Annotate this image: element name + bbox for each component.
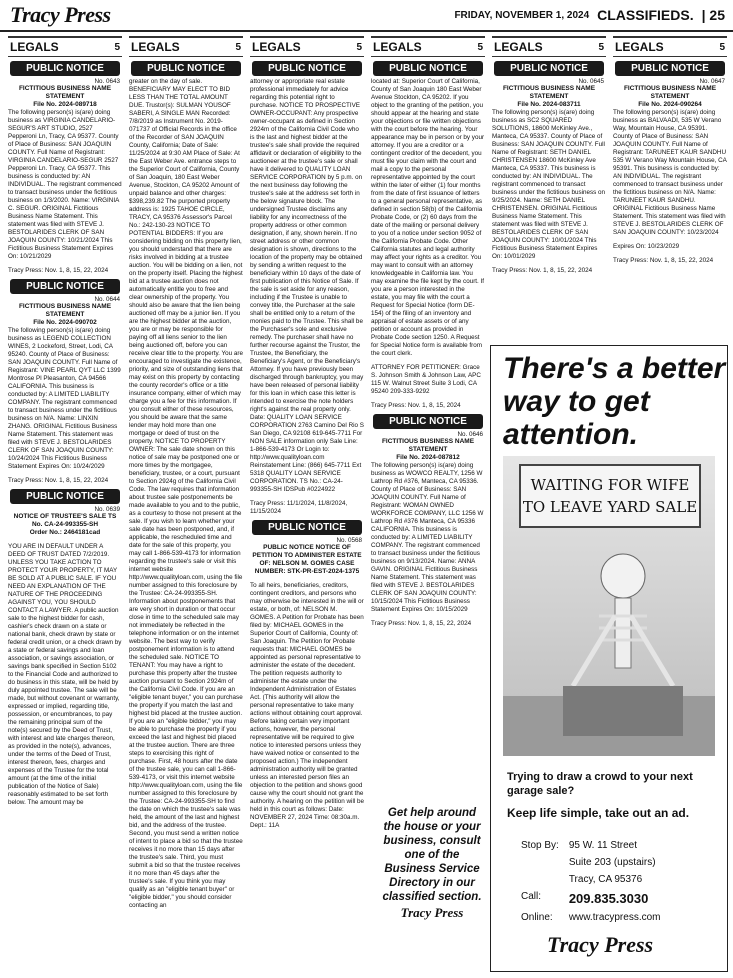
callout-text: Get help around the house or your business, consult one of the Business Service Directory in our classified section. bbox=[382, 807, 482, 903]
legals-page: 5 bbox=[356, 41, 362, 53]
notice-run-dates: Tracy Press: Nov. 1, 8, 15, 22, 2024 bbox=[8, 477, 109, 484]
legals-label: LEGALS bbox=[131, 40, 180, 54]
callout-logo: Tracy Press bbox=[400, 905, 464, 920]
public-notice-banner: PUBLIC NOTICE bbox=[131, 61, 241, 76]
garage-sale-advertisement bbox=[490, 345, 728, 972]
page-header bbox=[0, 0, 733, 32]
column-6 bbox=[613, 36, 727, 336]
public-notice-banner: PUBLIC NOTICE bbox=[373, 414, 483, 429]
notice-body: YOU ARE IN DEFAULT UNDER A DEED OF TRUST DATED 7/2/2019. UNLESS YOU TAKE ACTION TO PROTECT YOUR PROPERTY, IT MAY BE SOLD AT A PUBLIC SALE. IF YOU NEED AN EXPLANATION OF THE NATURE OF THE PROCEEDING AGAINST YOU, YOU SHOULD CONTACT A LAWYER. A public auction sale to the highest bidder for cash, cashier's check drawn on a state or national bank, check drawn by state or federal credit union, or a check drawn by a state or federal savings and loan association, or savings association, or savings bank specified in Section 5102 to the Financial Code and authorized to do business in this state, will be held by duly appointed trustee. The sale will be made, but without covenant or warranty, expressed or implied, regarding title, possession, or encumbrances, to pay the remaining principal sum of the note(s) secured by the Deed of Trust, with interest and late charges thereon, as provided in the note(s), advances, under the terms of the Deed of Trust, interest thereon, fees, charges and expenses of the Trustee for the total amount (at the time of the initial publication of the Notice of Sale) reasonably estimated to be set forth below. The amount may be bbox=[8, 543, 122, 806]
notice-run-dates: Tracy Press: 11/1/2024, 11/8/2024, 11/15/2024 bbox=[250, 500, 348, 515]
notice-number: No. 0568 bbox=[336, 537, 362, 544]
section-title: CLASSIFIEDS. bbox=[597, 7, 694, 23]
notice-title: NOTICE OF TRUSTEE'S SALE TS No. CA-24-993355-SH bbox=[13, 513, 117, 528]
legals-label: LEGALS bbox=[615, 40, 664, 54]
legals-label: LEGALS bbox=[494, 40, 543, 54]
notice-file: File No. 2024-090264 bbox=[638, 101, 702, 108]
legals-header bbox=[371, 36, 485, 57]
notice-body: The following person(s) is(are) doing business as WOWCO REALTY, 1256 W Lathrop Rd #376, Manteca, CA 95336. County of Place of Business: SAN JOAQUIN COUNTY. Full Name of Registrant: WOMAN OWNED WORKFORCE COMPANY, LLC 1256 W Lathrop Rd #376 Manteca, CA 95336 CALIFORNIA. This business is conducted by: A LIMITED LIABILITY COMPANY. The registrant commenced to transact business under the fictitious business on 9/13/2024. Name: ANNA GAVIN. ORIGINAL Fictitious Business Name Statement. This statement was filed with STEVE J. BESTOLARIDES CLERK OF SAN JOAQUIN COUNTY: 10/15/2024 This Fictitious Business Statement Expires On: 10/15/2029 bbox=[371, 462, 484, 613]
legals-page: 5 bbox=[719, 41, 725, 53]
notice-body: The following person(s) is(are) doing business as LEGEND COLLECTION WINES, 2 Lockeford, Street, Lodi, CA 95240. County of Place of Business: SAN JOAQUIN COUNTY. Full Name of Registrant: VINE PEARL QYT LLC 1399 Montrose Pl Pleasanton, CA 94566 CALIFORNIA. This business is conducted by: A LIMITED LIABILITY COMPANY. The registrant commenced to transact business under the fictitious business on N/A. Name: LINXIN ZHANG. ORIGINAL Fictitious Business Name Statement. This statement was filed with STEVE J. BESTOLARIDES CLERK OF SAN JOAQUIN COUNTY: 10/24/2024 This Fictitious Business Statement Expires On: 10/24/2029 bbox=[8, 327, 121, 470]
legals-label: LEGALS bbox=[252, 40, 301, 54]
notice-title: FICTITIOUS BUSINESS NAME STATEMENT bbox=[381, 438, 475, 453]
notice-body: To all heirs, beneficiaries, creditors, contingent creditors, and persons who may otherwise be interested in the will or estate, or both, of: NELSON M. GOMES. A Petition for Probate has been filed by: MICHAEL GOMES in the Superior Court of California, County of: San Joaquin. The Petition for Probate requests that: MICHAEL GOMES be appointed as personal representative to administer the estate of the decedent. The petition requests authority to administer the estate under the Independent Administration of Estates Act. (This authority will allow the personal representative to take many actions without obtaining court approval. Before taking certain very important actions, however, the personal representative will be required to give notice to interested persons unless they have waived notice or consented to the proposed action.) The independent administration authority will be granted unless an interested person files an objection to the petition and shows good cause why the court should not grant the authority. A hearing on the petition will be held in this court as follows: Date: NOVEMBER 27, 2024 Time: 08:30a.m. Dept.: 11A bbox=[250, 582, 364, 829]
contact-table bbox=[515, 836, 667, 927]
attorney-info: ATTORNEY FOR PETITIONER: Grace S. Johnson Smith & Johnson Law, APC 115 W. Walnut Street Suite 3 Lodi, CA 95240 209-333-9292 bbox=[371, 364, 481, 395]
ad-line-2: Keep life simple, take out an ad. bbox=[507, 806, 690, 820]
legals-label: LEGALS bbox=[373, 40, 422, 54]
notice-file: File No. 2024-089718 bbox=[33, 101, 97, 108]
notice-number: No. 0646 bbox=[457, 431, 483, 438]
legals-page: 5 bbox=[477, 41, 483, 53]
legals-page: 5 bbox=[598, 41, 604, 53]
notice-file: File No. 2024-083711 bbox=[517, 101, 581, 108]
issue-date: FRIDAY, NOVEMBER 1, 2024 bbox=[454, 9, 590, 21]
legals-header bbox=[129, 36, 243, 57]
column-1 bbox=[8, 36, 122, 974]
notice-expiry: Expires On: 10/23/2029 bbox=[613, 243, 680, 250]
address-line-1: 95 W. 11 Street bbox=[568, 840, 637, 851]
notice-number: No. 0643 bbox=[94, 78, 120, 85]
public-notice-banner: PUBLIC NOTICE bbox=[10, 489, 120, 504]
yard-sale-sign: WAITING FOR WIFE TO LEAVE YARD SALE bbox=[519, 464, 701, 528]
public-notice-banner: PUBLIC NOTICE bbox=[10, 279, 120, 294]
notice-file: File No. 2024-087812 bbox=[396, 454, 460, 461]
notice-run-dates: Tracy Press: Nov. 1, 8, 15, 22, 2024 bbox=[371, 620, 472, 627]
website-url: www.tracypress.com bbox=[568, 912, 661, 923]
public-notice-banner: PUBLIC NOTICE bbox=[615, 61, 725, 76]
call-label: Call: bbox=[521, 891, 542, 902]
column-2 bbox=[129, 36, 243, 974]
public-notice-banner: PUBLIC NOTICE bbox=[373, 61, 483, 76]
legals-header bbox=[250, 36, 364, 57]
ad-logo: Tracy Press bbox=[547, 932, 654, 957]
notice-title: PUBLIC NOTICE NOTICE OF PETITION TO ADMINISTER ESTATE OF: NELSON M. GOMES CASE NUMBER: STK-PR-EST-2024-1375 bbox=[252, 544, 362, 575]
public-notice-banner: PUBLIC NOTICE bbox=[252, 520, 362, 535]
notice-body: located at: Superior Court of California, County of San Joaquin 180 East Weber Avenue Stockton, CA 95202. If you object to the granting of the petition, you should appear at the hearing and state your objections or file written objections with the court before the hearing. Your appearance may be in person or by your attorney. If you are a creditor or a contingent creditor of the decedent, you must file your claim with the court and mail a copy to the personal representative appointed by the court within the later of either (1) four months from the date of first issuance of letters to a general personal representative, as defined in section 58(b) of the California Probate Code, or (2) 60 days from the date of the mailing or personal delivery to you of a notice under section 9052 of the California Probate Code. Other California statutes and legal authority may affect your rights as a creditor. You may want to consult with an attorney knowledgeable in California law. You may examine the file kept by the court. If you are a person interested in the estate, you may file with the court a Request for Special Notice (form DE-154) of the filing of an inventory and appraisal of estate assets or of any petition or account as provided in Probate Code section 1250. A Request for Special Notice form is available from the court clerk. bbox=[371, 78, 485, 357]
address-line-2: Suite 203 (upstairs) bbox=[568, 857, 656, 868]
public-notice-banner: PUBLIC NOTICE bbox=[10, 61, 120, 76]
legals-page: 5 bbox=[235, 41, 241, 53]
notice-title: FICTITIOUS BUSINESS NAME STATEMENT bbox=[623, 85, 717, 100]
notice-run-dates: Tracy Press: Nov. 1, 8, 15, 22, 2024 bbox=[492, 267, 593, 274]
notice-title: FICTITIOUS BUSINESS NAME STATEMENT bbox=[502, 85, 596, 100]
notice-body: greater on the day of sale. BENEFICIARY MAY ELECT TO BID LESS THAN THE TOTAL AMOUNT DUE. Trustor(s): SULMAN YOUSOF SABERI, A SINGLE MAN Recorded: 7/8/2019 as Instrument No. 2019-071737 of Official Records in the office of the Recorder of SAN JOAQUIN County, California; Date of Sale: 11/25/2024 at 9:30 AM Place of Sale: At the East Weber Ave. entrance steps to the Superior Court of California, County of San Joaquin, 180 East Weber Avenue, Stockton, CA 95202 Amount of unpaid balance and other charges: $398,239.82 The purported property address is: 1925 TAHOE CIRCLE, TRACY, CA 95376 Assessor's Parcel No.: 242-130-23 NOTICE TO POTENTIAL BIDDERS: If you are considering bidding on this property lien, you should understand that there are risks involved in bidding at a trustee auction. You will be bidding on a lien, not on the property itself. Placing the highest bid at a trustee auction does not automatically entitle you to free and clear ownership of the property. You should also be aware that the lien being auctioned off may be a junior lien. If you are the highest bidder at the auction, you are or may be responsible for paying off all liens senior to the lien being auctioned off, before you can receive clear title to the property. You are encouraged to investigate the existence, priority, and size of outstanding liens that may exist on this property by contacting the county recorder's office or a title insurance company, either of which may charge you a fee for this information. If you consult either of these resources, you should be aware that the same lender may hold more than one mortgage or deed of trust on the property. NOTICE TO PROPERTY OWNER: The sale date shown on this notice of sale may be postponed one or more times by the mortgagee, beneficiary, trustee, or a court, pursuant to Section 2924g of the California Civil Code. The law requires that information about trustee sale postponements be made available to you and to the public, as a courtesy to those not present at the sale. If you wish to learn whether your sale date has been postponed, and, if applicable, the rescheduled time and date for the sale of this property, you may call 1-866-539-4173 for information regarding the trustee's sale or visit this internet website http://www.qualityloan.com, using the file number assigned to this foreclosure by the Trustee: CA-24-993355-SH. Information about postponements that are very short in duration or that occur close in time to the scheduled sale may not immediately be reflected in the telephone information or on the internet website. The best way to verify postponement information is to attend the scheduled sale. NOTICE TO TENANT: You may have a right to purchase this property after the trustee auction pursuant to Section 2924m of the California Civil Code. If you are an "eligible tenant buyer," you can purchase the property if you match the last and highest bid placed at the trustee auction. If you are an "eligible bidder," you may be able to purchase the property if you exceed the last and highest bid placed at the trustee auction. There are three steps to exercising this right of purchase. First, 48 hours after the date of the trustee sale, you can call 1-866-539-4173, or visit this internet website http://www.qualityloan.com, using the file number assigned to this foreclosure by the Trustee: CA-24-993355-SH to find the date on which the trustee's sale was held, the amount of the last and highest bid, and the address of the trustee. Second, you must send a written notice of intent to place a bid so that the trustee receives it no more than 15 days after the trustee's sale. Third, you must submit a bid so that the trustee receives it no more than 45 days after the trustee's sale. If you think you may qualify as an "eligible tenant buyer" or "eligible bidder," you should consider contacting an bbox=[129, 78, 243, 909]
ad-line-1: Trying to draw a crowd to your next garage sale? bbox=[507, 771, 693, 797]
legals-header bbox=[492, 36, 606, 57]
page-number: | 25 bbox=[701, 7, 725, 23]
notice-title: FICTITIOUS BUSINESS NAME STATEMENT bbox=[18, 303, 112, 318]
notice-run-dates: Tracy Press: Nov. 1, 8, 15, 2024 bbox=[371, 402, 461, 409]
legals-label: LEGALS bbox=[10, 40, 59, 54]
column-3 bbox=[250, 36, 364, 974]
masthead-logo: Tracy Press bbox=[10, 2, 111, 27]
notice-file: File No. 2024-090702 bbox=[33, 319, 97, 326]
notice-run-dates: Tracy Press: Nov. 1, 8, 15, 22, 2024 bbox=[8, 267, 109, 274]
public-notice-banner: PUBLIC NOTICE bbox=[494, 61, 604, 76]
public-notice-banner: PUBLIC NOTICE bbox=[252, 61, 362, 76]
ad-copy bbox=[507, 770, 717, 820]
notice-body: The following person(s) is(are) doing business as BALVAADI, 535 W Verano Way, Mountain House, CA 95391. County of Place of Business: SAN JOAQUIN COUNTY. Full Name of Registrant: TARUNEET KAUR SANDHU 535 W Verano Way Mountain House, CA 95391. This business is conducted by: AN INDIVIDUAL. The registrant commenced to transact business under the fictitious business on N/A. Name: TARUNEET KAUR SANDHU. ORIGINAL Fictitious Business Name Statement. This statement was filed with STEVE J. BESTOLARIDES CLERK OF SAN JOAQUIN COUNTY: 10/23/2024 bbox=[613, 109, 727, 236]
notice-number: No. 0645 bbox=[578, 78, 604, 85]
service-directory-callout bbox=[382, 806, 482, 920]
legals-page: 5 bbox=[114, 41, 120, 53]
notice-number: No. 0647 bbox=[699, 78, 725, 85]
address-line-3: Tracy, CA 95376 bbox=[568, 874, 643, 885]
legals-header bbox=[613, 36, 727, 57]
legals-header bbox=[8, 36, 122, 57]
notice-number: No. 0644 bbox=[94, 296, 120, 303]
stop-label: Stop By: bbox=[521, 840, 559, 851]
notice-body: The following person(s) is(are) doing business as VIRGINIA CANDELARIO-SEGUR'S ART STUDIO, 2527 Pepperoni Ln, Tracy, CA 95377. County of Place of Business: SAN JOAQUIN COUNTY. Full Name of Registrant: VIRGINIA CANDELARIO-SEGUR 2527 Pepperoni Ln. Tracy, CA 95377. This business is conducted by: AN INDIVIDUAL. The registrant commenced to transact business under the fictitious business on 1/3/2020. Name: VIRGINIA C. SEGUR. ORIGINAL Fictitious Business Name Statement. This statement was filed with STEVE J. BESTOLARIDES CLERK OF SAN JOAQUIN COUNTY: 10/21/2024 This Fictitious Business Statement Expires On: 10/21/2029 bbox=[8, 109, 122, 260]
notice-body: attorney or appropriate real estate professional immediately for advice regarding this potential right to purchase. NOTICE TO PROSPECTIVE OWNER-OCCUPANT: Any prospective owner-occupant as defined in Section 2924m of the California Civil Code who is the last and highest bidder at the trustee's sale shall provide the required affidavit or declaration of eligibility to the auctioneer at the trustee's sale or shall have it delivered to QUALITY LOAN SERVICE CORPORATION by 5 p.m. on the next business day following the trustee's sale at the address set forth in the below signature block. The undersigned Trustee disclaims any liability for any incorrectness of the property address or other common designation, if any, shown herein. If no street address or other common designation is shown, directions to the location of the property may be obtained by sending a written request to the beneficiary within 10 days of the date of first publication of this Notice of Sale. If the sale is set aside for any reason, including if the Trustee is unable to convey title, the Purchaser at the sale shall be entitled only to a return of the monies paid to the Trustee. This shall be the Purchaser's sole and exclusive remedy. The purchaser shall have no further recourse against the Trustor, the Trustee, the Beneficiary, the Beneficiary's Agent, or the Beneficiary's Attorney. If you have previously been discharged through bankruptcy, you may have been released of personal liability for this loan in which case this letter is intended to exercise the note holders right's against the real property only. Date: QUALITY LOAN SERVICE CORPORATION 2763 Camino Del Rio S San Diego, CA 92108 619-645-7711 For NON SALE information only Sale Line: 1-866-539-4173 Or Login to: http://www.qualityloan.com Reinstatement Line: (866) 645-7711 Ext 5318 QUALITY LOAN SERVICE CORPORATION. TS No.: CA-24-993355-SH IDSPub #0224922 bbox=[250, 78, 364, 493]
notice-number: No. 0639 bbox=[94, 506, 120, 513]
online-label: Online: bbox=[521, 912, 553, 923]
notice-file: Order No.: 2464181cad bbox=[29, 529, 101, 536]
notice-run-dates: Tracy Press: Nov. 1, 8, 15, 22, 2024 bbox=[613, 257, 714, 264]
notice-title: FICTITIOUS BUSINESS NAME STATEMENT bbox=[18, 85, 112, 100]
column-5 bbox=[492, 36, 606, 336]
header-info bbox=[454, 4, 725, 26]
phone-number: 209.835.3030 bbox=[568, 891, 649, 906]
ad-headline: There's a better way to get attention. bbox=[503, 352, 726, 451]
notice-body: The following person(s) is(are) doing business as SC2 SQUARED SOLUTIONS, 18600 McKinley Ave., Manteca, CA 95337. County of Place of Business: SAN JOAQUIN COUNTY. Full Name of Registrant: SETH DANIEL CHRISTENSEN 18600 McKinley Ave Manteca, CA 95337. This business is conducted by: AN INDIVIDUAL. The registrant commenced to transact business under the fictitious business on 9/25/2024. Name: SETH DANIEL CHRISTENSEN. ORIGINAL Fictitious Business Name Statement. This statement was filed with STEVE J. BESTOLARIDES CLERK OF SAN JOAQUIN COUNTY: 10/01/2024 This Fictitious Business Statement Expires On: 10/01/2029 bbox=[492, 109, 606, 260]
